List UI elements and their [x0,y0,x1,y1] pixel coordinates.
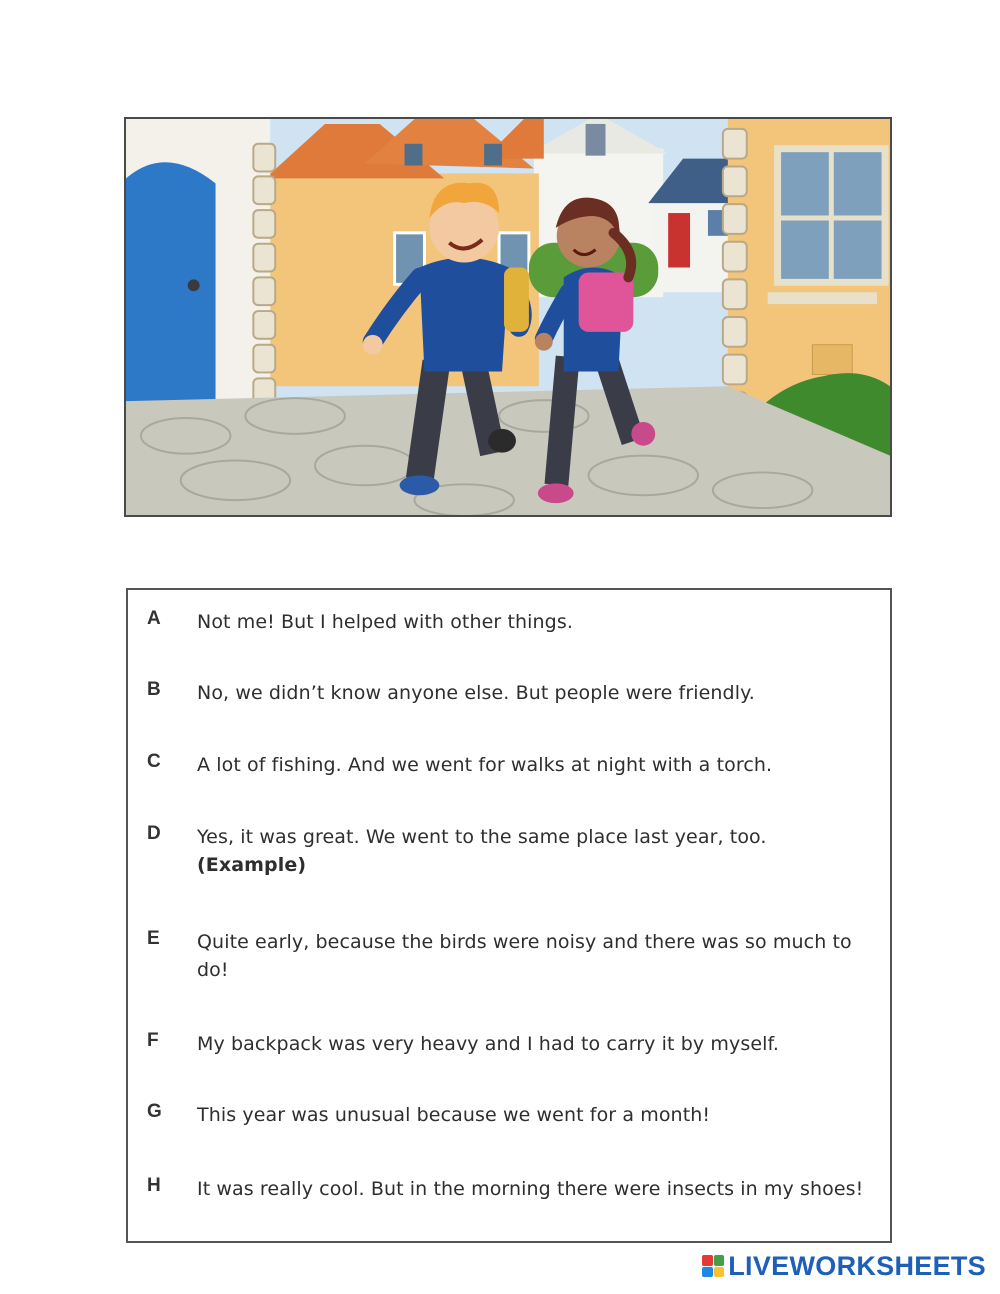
example-tag: (Example) [197,854,307,876]
option-text: A lot of fishing. And we went for walks at night with a torch. [197,754,773,776]
option-text: It was really cool. But in the morning there were insects in my shoes! [197,1178,864,1200]
option-letter: D [147,823,161,844]
street-scene-image [126,119,890,515]
liveworksheets-mark-icon [702,1255,724,1277]
option-text: Quite early, because the birds were noisy and there was so much to do! [197,931,852,981]
option-text: No, we didn’t know anyone else. But people were friendly. [197,682,755,704]
brand-name: LIVEWORKSHEETS [728,1250,986,1281]
option-letter: B [147,679,161,700]
option-text: Not me! But I helped with other things. [197,611,573,633]
option-text: My backpack was very heavy and I had to carry it by myself. [197,1033,780,1055]
answer-options-box [126,588,892,1243]
option-letter: A [147,608,161,629]
liveworksheets-logo [702,1252,986,1280]
option-letter: F [147,1030,159,1051]
illustration-two-students-walking [124,117,892,517]
option-text: This year was unusual because we went for a month! [197,1104,711,1126]
option-d-sentence: Yes, it was great. We went to the same place last year, too. [197,826,767,848]
option-letter: E [147,928,160,949]
option-text [197,823,867,879]
option-letter: H [147,1175,161,1196]
option-letter: C [147,751,161,772]
option-letter: G [147,1101,162,1122]
